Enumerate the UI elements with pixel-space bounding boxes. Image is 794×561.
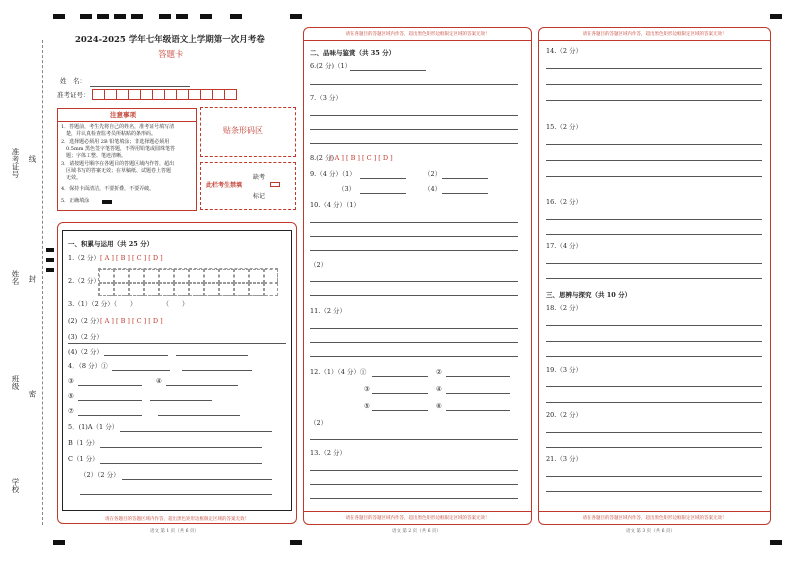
- q20-label: 20.（2 分）: [546, 411, 583, 419]
- q1-options[interactable]: [ A ] [ B ] [ C ] [ D ]: [100, 254, 163, 262]
- q12-item-2: ②: [436, 368, 442, 376]
- q1-label: 1.（2 分）: [68, 254, 100, 262]
- answer-line[interactable]: [310, 143, 518, 144]
- answer-line[interactable]: [546, 68, 762, 69]
- page-subtitle: 答题卡: [158, 50, 184, 60]
- answer-line[interactable]: [310, 498, 518, 499]
- notes-item: 5．正确填涂: [61, 198, 90, 204]
- timing-mark: [159, 14, 171, 19]
- q8-options[interactable]: [ A ] [ B ] [ C ] [ D ]: [330, 154, 393, 162]
- q10-label: 10.（4 分）（1）: [310, 201, 360, 209]
- timing-mark: [131, 14, 143, 19]
- answer-line[interactable]: [350, 70, 426, 71]
- q11-label: 11.（2 分）: [310, 307, 347, 315]
- col3-frame: [538, 27, 771, 525]
- answer-line[interactable]: [176, 355, 248, 356]
- col3-footer: 语文 第 3 页（共 6 页）: [626, 529, 675, 534]
- notes-item: 2．选择题必须用 2B 铅笔填涂；非选择题必须用: [61, 139, 170, 145]
- timing-mark: [53, 14, 65, 19]
- answer-line[interactable]: [310, 484, 518, 485]
- q16-label: 16.（2 分）: [546, 198, 583, 206]
- answer-line[interactable]: [182, 370, 252, 371]
- timing-mark: [290, 540, 302, 545]
- barcode-label: 贴条形码区: [223, 126, 263, 135]
- answer-line[interactable]: [546, 219, 762, 220]
- answer-line[interactable]: [546, 402, 762, 403]
- answer-line[interactable]: [78, 415, 142, 416]
- q9-label: 9.（4 分）（1）: [310, 170, 356, 178]
- binding-school: 学校: [11, 478, 20, 493]
- answer-line[interactable]: [372, 393, 428, 394]
- timing-mark: [200, 14, 212, 19]
- answer-line[interactable]: [546, 356, 762, 357]
- q4-label: 4．（8 分）①: [68, 362, 108, 370]
- q15-label: 15.（2 分）: [546, 123, 583, 131]
- answer-line[interactable]: [446, 410, 510, 411]
- answer-line[interactable]: [100, 447, 262, 448]
- timing-mark: [46, 268, 54, 272]
- answer-line[interactable]: [310, 470, 518, 471]
- col2-warning-top: 请在各题目的答题区域内作答，超出黑色矩形边框限定区域的答案无效！: [345, 32, 490, 37]
- answer-line[interactable]: [442, 178, 488, 179]
- answer-line[interactable]: [120, 431, 272, 432]
- answer-line[interactable]: [112, 370, 170, 371]
- q5-1a-label: 5．(1)A（1 分）: [68, 423, 119, 431]
- name-field[interactable]: [90, 86, 190, 87]
- answer-line[interactable]: [546, 84, 762, 85]
- answer-line[interactable]: [150, 400, 212, 401]
- col2-warning-bottom: 请在各题目的答题区域内作答，超出黑色矩形边框限定区域的答案无效！: [345, 516, 490, 521]
- q12-item-5: ⑤: [364, 402, 370, 410]
- answer-line[interactable]: [546, 491, 762, 492]
- answer-line[interactable]: [546, 386, 762, 387]
- q3-3-label: (3)（2 分）: [68, 333, 103, 341]
- col1-section-title: 一、积累与运用（共 25 分）: [68, 240, 154, 248]
- answer-line[interactable]: [310, 439, 518, 440]
- q3-1-label: 3.（1）（2 分）（ ） （ ）: [68, 300, 189, 308]
- missing-exam-box: [200, 162, 296, 210]
- col3-warning-top: 请在各题目的答题区域内作答，超出黑色矩形边框限定区域的答案无效！: [582, 32, 727, 37]
- notes-item: 楚，并认真检查监考员所粘贴的条形码。: [61, 131, 157, 137]
- notes-box: [57, 108, 197, 211]
- answer-line[interactable]: [546, 278, 762, 279]
- exam-no-digit[interactable]: [224, 89, 237, 100]
- q8-label: 8.(2 分): [310, 154, 334, 162]
- timing-mark: [80, 14, 92, 19]
- name-label: 姓 名：: [60, 77, 86, 85]
- timing-mark: [53, 540, 65, 545]
- q2-grid[interactable]: [98, 268, 278, 296]
- q4-item-5: ⑤: [68, 392, 74, 400]
- q7-label: 7.（3 分）: [310, 94, 342, 102]
- binding-class: 班级: [11, 375, 20, 390]
- answer-line[interactable]: [310, 115, 518, 116]
- answer-line[interactable]: [166, 385, 238, 386]
- answer-line[interactable]: [360, 193, 406, 194]
- q9-4-label: （4）: [424, 185, 442, 193]
- q6-label: 6.(2 分)（1）: [310, 62, 352, 70]
- timing-mark: [114, 14, 126, 19]
- barcode-area: [200, 107, 296, 157]
- missing-b: 标记: [253, 193, 266, 200]
- answer-line[interactable]: [310, 356, 518, 357]
- timing-mark: [176, 14, 188, 19]
- q21-label: 21.（3 分）: [546, 455, 583, 463]
- answer-line[interactable]: [104, 355, 168, 356]
- q9-2-label: （2）: [424, 170, 442, 178]
- q3-2-label: (2)（2 分）: [68, 317, 103, 325]
- timing-mark: [230, 14, 242, 19]
- exam-no-boxes[interactable]: [92, 89, 242, 100]
- notes-item: 区域书写的答案无效；在草稿纸、试题卷上答题: [61, 168, 172, 174]
- answer-line[interactable]: [546, 447, 762, 448]
- notes-item: 0.5mm 黑色签字笔答题，不得用铅笔或圆珠笔答: [61, 146, 176, 152]
- q17-label: 17.（4 分）: [546, 242, 583, 250]
- answer-line[interactable]: [546, 432, 762, 433]
- q2-label: 2.（2 分）: [68, 277, 100, 285]
- q5-2-label: （2）（2 分）: [80, 471, 120, 479]
- binding-line-label: 线: [28, 155, 37, 163]
- q3-4-label: (4)（2 分）: [68, 348, 103, 356]
- binding-exam-no: 准考证号: [11, 148, 20, 178]
- q12-item-4: ④: [436, 385, 442, 393]
- binding-close: 密: [28, 390, 37, 398]
- col1-footer: 语文 第 1 页（共 6 页）: [150, 529, 199, 534]
- q5-1b-label: B（1 分）: [68, 439, 99, 447]
- notes-item: 1．答题前，考生先将自己的姓名，准考证号填写清: [61, 124, 175, 130]
- answer-line[interactable]: [80, 494, 272, 495]
- timing-mark: [290, 14, 302, 19]
- timing-mark: [46, 258, 54, 262]
- answer-line[interactable]: [78, 385, 142, 386]
- notes-item: 无效。: [61, 175, 82, 181]
- answer-line[interactable]: [546, 476, 762, 477]
- q4-item-3: ③: [68, 377, 74, 385]
- answer-line[interactable]: [310, 328, 518, 329]
- answer-line[interactable]: [158, 415, 240, 416]
- timing-mark: [770, 14, 782, 19]
- answer-line[interactable]: [78, 400, 142, 401]
- answer-line[interactable]: [446, 376, 510, 377]
- missing-label: 此栏考生禁填: [206, 182, 243, 189]
- answer-line[interactable]: [310, 84, 518, 85]
- q9-3-label: （3）: [338, 185, 356, 193]
- q14-label: 14.（2 分）: [546, 47, 583, 55]
- answer-line[interactable]: [310, 236, 518, 237]
- q4-item-7: ⑦: [68, 407, 74, 415]
- q18-label: 18.（2 分）: [546, 304, 583, 312]
- notes-item: 3．请按题号顺序在各题目的答题区域内作答，超出: [61, 161, 175, 167]
- exam-no-label: 准考证号：: [57, 91, 90, 99]
- col1-warning: 请在各题目的答题区域内作答，超出黑色矩形边框限定区域的答案无效！: [105, 517, 249, 522]
- answer-line[interactable]: [546, 100, 762, 101]
- col3-warning-bottom: 请在各题目的答题区域内作答，超出黑色矩形边框限定区域的答案无效！: [582, 516, 727, 521]
- q3-2-options[interactable]: [ A ] [ B ] [ C ] [ D ]: [100, 317, 163, 325]
- answer-line[interactable]: [68, 343, 286, 344]
- answer-line[interactable]: [372, 410, 428, 411]
- answer-line[interactable]: [100, 463, 262, 464]
- q5-1c-label: C（1 分）: [68, 455, 99, 463]
- missing-a: 缺考: [253, 174, 266, 181]
- q12-label: 12.（1）（4 分）①: [310, 368, 367, 376]
- fill-sample: [102, 200, 112, 204]
- answer-line[interactable]: [372, 376, 428, 377]
- answer-line[interactable]: [546, 160, 762, 161]
- q10-2-label: （2）: [310, 261, 328, 269]
- timing-mark: [97, 14, 109, 19]
- col2-footer: 语文 第 2 页（共 6 页）: [392, 529, 441, 534]
- answer-line[interactable]: [546, 325, 762, 326]
- q4-item-4: ④: [156, 377, 162, 385]
- answer-line[interactable]: [546, 341, 762, 342]
- q12-item-3: ③: [364, 385, 370, 393]
- answer-line[interactable]: [310, 295, 518, 296]
- binding-seal: 封: [28, 275, 37, 283]
- q19-label: 19.（3 分）: [546, 366, 583, 374]
- answer-line[interactable]: [310, 250, 518, 251]
- notes-title: 注意事项: [110, 111, 136, 119]
- answer-line[interactable]: [446, 393, 510, 394]
- page-title: 2024-2025 学年七年级语文上学期第一次月考卷: [75, 35, 265, 45]
- answer-line[interactable]: [442, 193, 488, 194]
- col3-section-title: 三、思辨与探究（共 10 分）: [546, 291, 632, 299]
- answer-line[interactable]: [310, 129, 518, 130]
- q12-item-6: ⑥: [436, 402, 442, 410]
- q13-label: 13.（2 分）: [310, 449, 347, 457]
- answer-line[interactable]: [122, 479, 272, 480]
- timing-mark: [46, 248, 54, 252]
- notes-item: 4．保持卡面清洁，不要折叠，不要弄破。: [61, 186, 155, 192]
- binding-name: 姓名: [11, 270, 20, 285]
- answer-line[interactable]: [546, 263, 762, 264]
- answer-line[interactable]: [310, 342, 518, 343]
- col2-section-title: 二、品味与鉴赏（共 35 分）: [310, 49, 396, 57]
- answer-line[interactable]: [546, 234, 762, 235]
- answer-line[interactable]: [546, 176, 762, 177]
- answer-line[interactable]: [546, 144, 762, 145]
- timing-mark: [770, 540, 782, 545]
- answer-line[interactable]: [310, 222, 518, 223]
- answer-line[interactable]: [310, 281, 518, 282]
- answer-line[interactable]: [360, 178, 406, 179]
- binding-line: [42, 40, 43, 525]
- missing-checkbox[interactable]: [270, 182, 280, 187]
- q12-2-label: （2）: [310, 419, 328, 427]
- notes-item: 题；字体工整、笔迹清晰。: [61, 153, 127, 159]
